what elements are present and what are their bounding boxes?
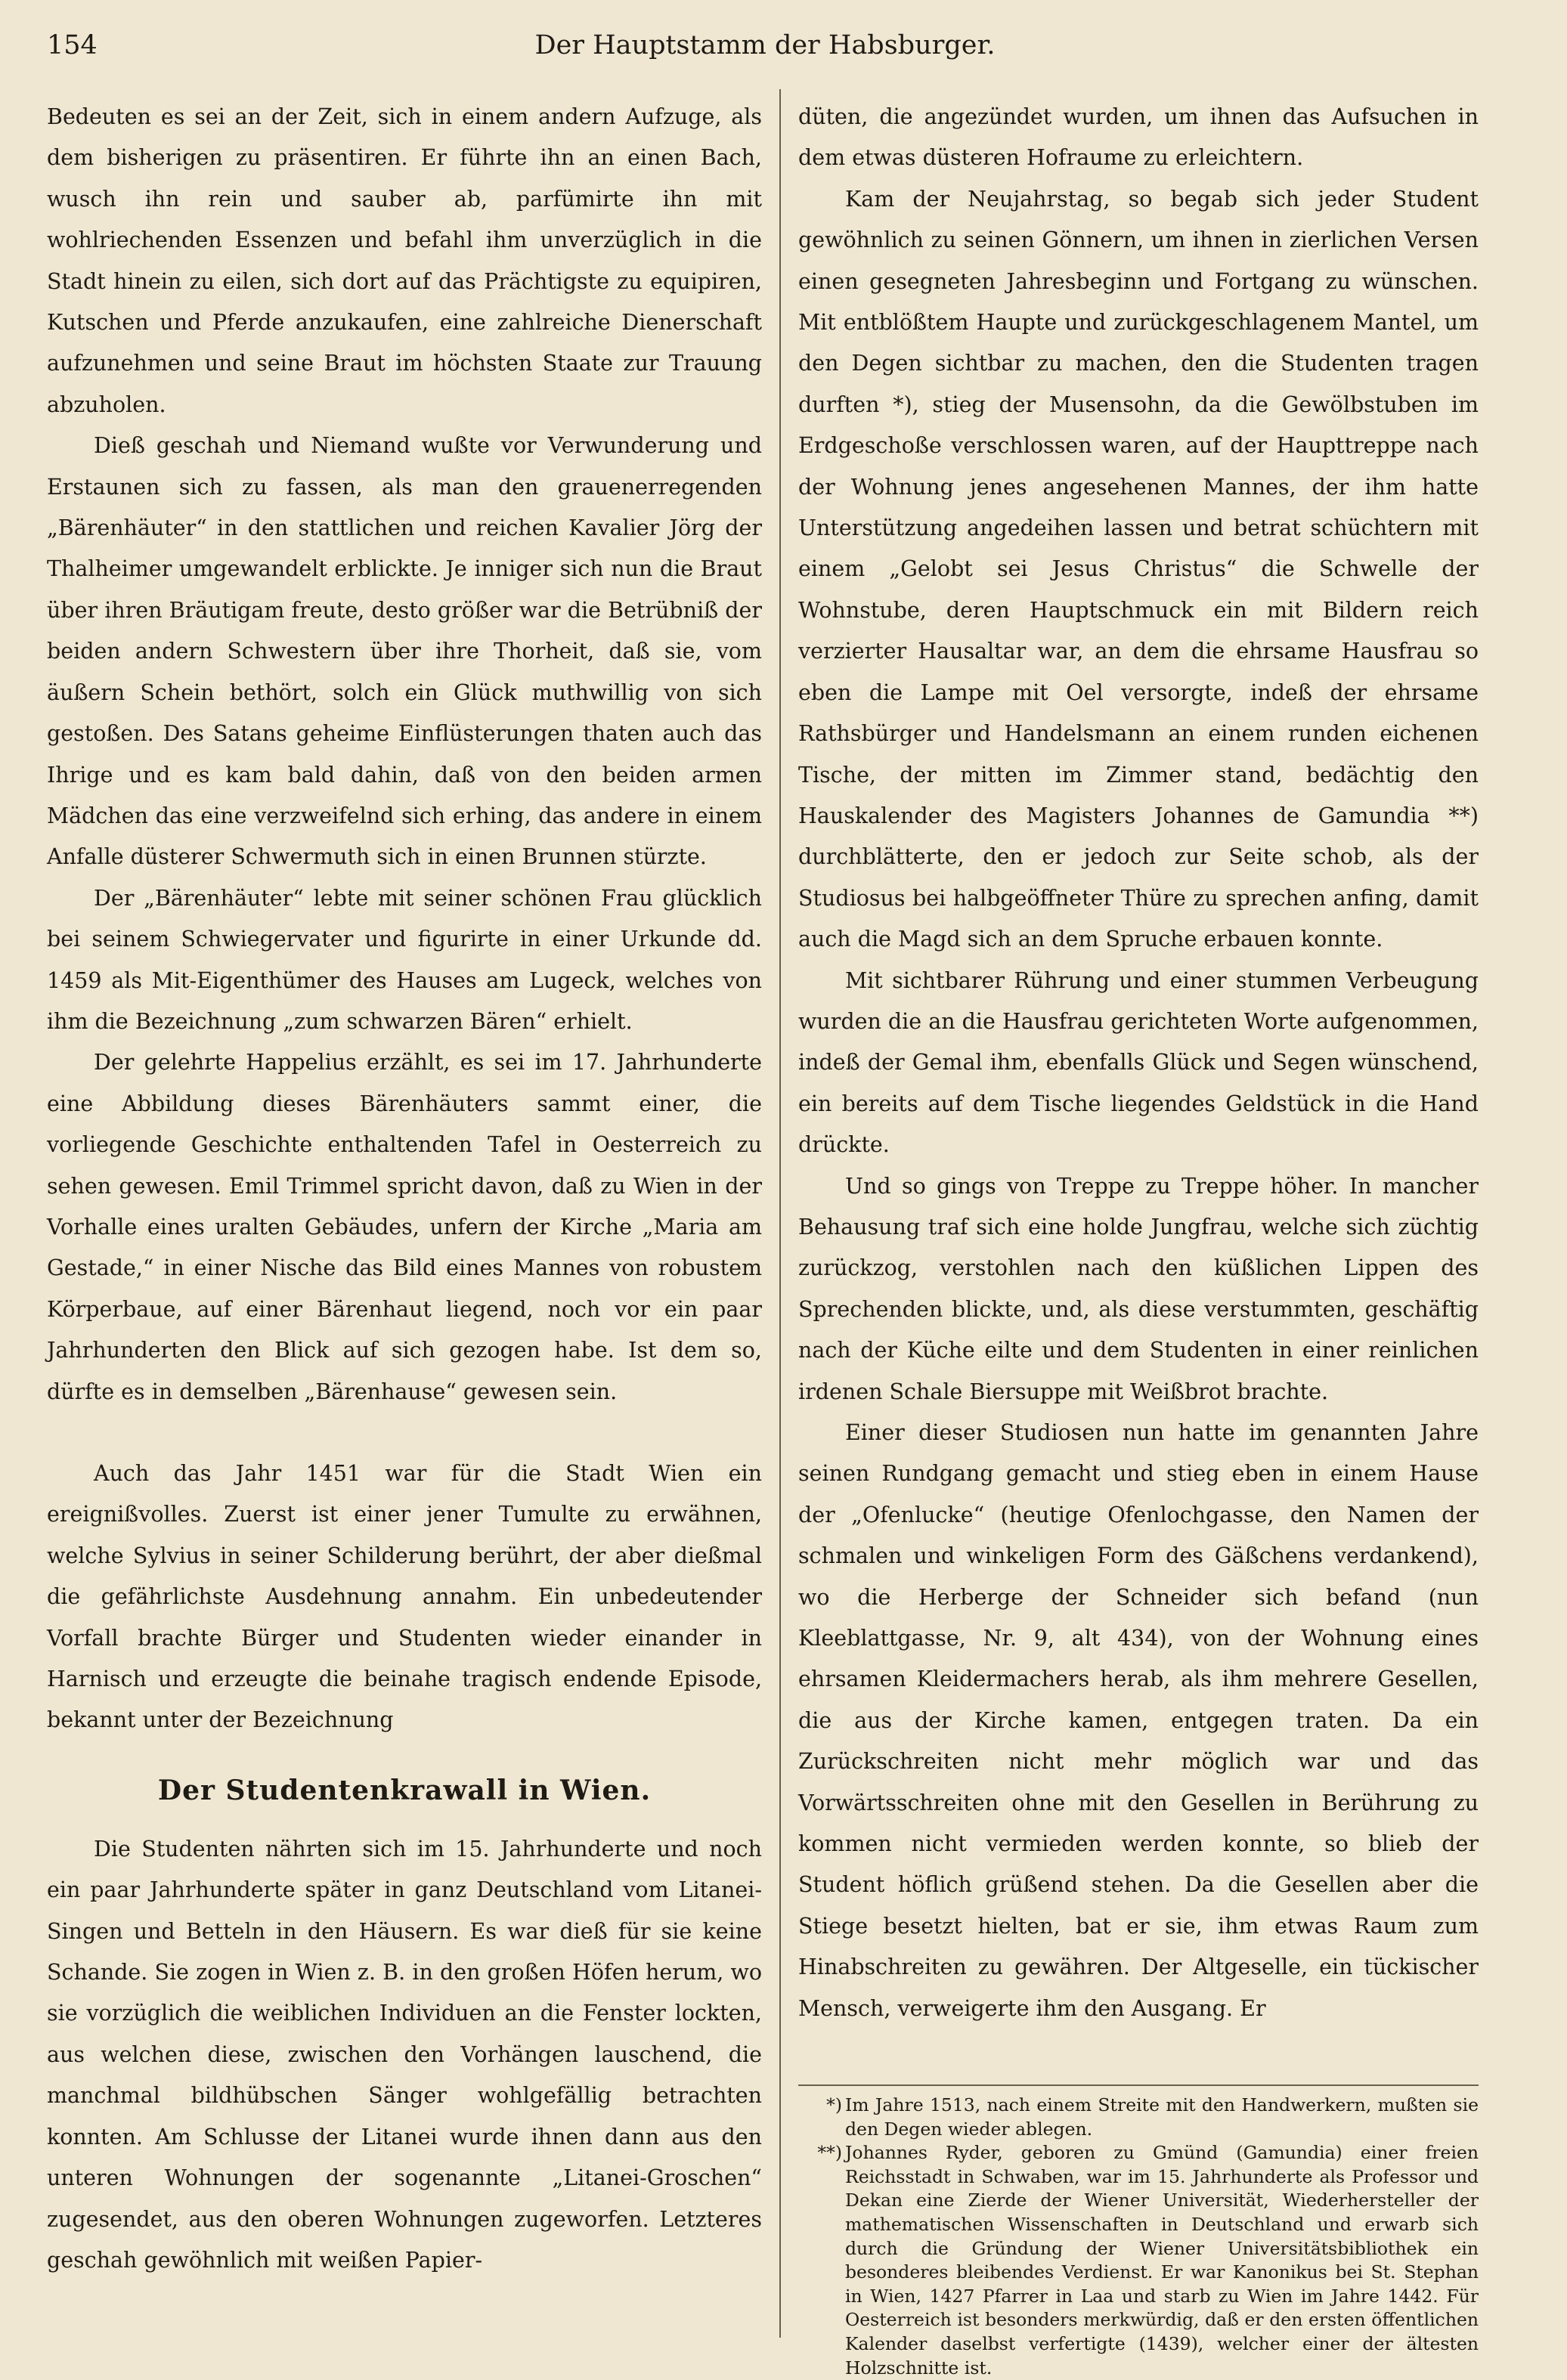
paragraph: Auch das Jahr 1451 war für die Stadt Wien ein ereignißvolles. Zuerst ist einer jener Tumulte zu erwähnen, welche Sylvius in seiner Schilderung berührt, der aber dießmal die gefährlichste Ausdehnung annahm. Ein unbedeutender Vorfall brachte Bürger und Studenten wieder einander in Harnisch und erzeugte die beinahe tragisch endende Episode, bekannt unter der Bezeichnung [47,1461,762,1733]
paragraph: Die Studenten nährten sich im 15. Jahrhunderte und noch ein paar Jahrhunderte später in ganz Deutschland vom Litanei-Singen und Betteln in den Häusern. Es war dieß für sie keine Schande. Sie zogen in Wien z. B. in den großen Höfen herum, wo sie vorzüglich die weiblichen Individuen an die Fenster lockten, aus welchen diese, zwischen den Vorhängen lauschend, die manchmal bildhübschen Sänger wohlgefällig betrachten konnten. Am Schlusse der Litanei wurde ihnen dann aus den unteren Wohnungen der sogenannte „Litanei-Groschen“ zugesendet, aus den oberen Wohnungen zugeworfen. Letzteres geschah gewöhnlich mit weißen Papier- [47,1836,762,2273]
footnote-mark: **) [817,2142,842,2164]
footnote-text: Johannes Ryder, geboren zu Gmünd (Gamundia) einer freien Reichsstadt in Schwaben, war im 15. Jahrhunderte als Professor und Dekan eine Zierde der Wiener Universität, Wiederhersteller der mathematischen Wissenschaften in Deutschland und erwarb sich durch die Gründung der Wiener Universitätsbibliothek ein besonderes bleibendes Verdienst. Er war Kanonikus bei St. Stephan in Wien, 1427 Pfarrer in Laa und starb zu Wien im Jahre 1442. Für Oesterreich ist besonders merkwürdig, daß er den ersten öffentlichen Kalender daselbst verfertigte (1439), welcher einer der ältesten Holzschnitte ist. [845,2142,1479,2378]
paragraph: Kam der Neujahrstag, so begab sich jeder Student gewöhnlich zu seinen Gönnern, um ihnen in zierlichen Versen einen gesegneten Jahresbeginn und Fortgang zu wünschen. Mit entblößtem Haupte und zurückgeschlagenem Mantel, um den Degen sichtbar zu machen, den die Studenten tragen durften *), stieg der Musensohn, da die Gewölbstuben im Erdgeschoße verschlossen waren, auf der Haupttreppe nach der Wohnung jenes angesehenen Mannes, der ihm hatte Unterstützung angedeihen lassen und betrat schüchtern mit einem „Gelobt sei Jesus Christus“ die Schwelle der Wohnstube, deren Hauptschmuck ein mit Bildern reich verzierter Hausaltar war, an dem die ehrsame Hausfrau so eben die Lampe mit Oel versorgte, indeß der ehrsame Rathsbürger und Handelsmann an einem runden eichenen Tische, der mitten im Zimmer stand, bedächtig den Hauskalender des Magisters Johannes de Gamundia **) durchblätterte, den er jedoch zur Seite schob, als der Studiosus bei halbgeöffneter Thüre zu sprechen anfing, damit auch die Magd sich an dem Spruche erbauen konnte. [798,186,1479,952]
footnote-text: Im Jahre 1513, nach einem Streite mit den Handwerkern, mußten sie den Degen wieder ablegen. [845,2094,1479,2140]
right-column [798,97,1479,2029]
left-column [47,97,762,2281]
paragraph: Der „Bärenhäuter“ lebte mit seiner schönen Frau glücklich bei seinem Schwiegervater und figurirte in einer Urkunde dd. 1459 als Mit-Eigenthümer des Hauses am Lugeck, welches von ihm die Bezeichnung „zum schwarzen Bären“ erhielt. [47,885,762,1034]
footnotes [798,2094,1479,2380]
paragraph: Mit sichtbarer Rührung und einer stummen Verbeugung wurden die an die Hausfrau gerichteten Worte aufgenommen, indeß der Gemal ihm, ebenfalls Glück und Segen wünschend, ein bereits auf dem Tische liegendes Geldstück in die Hand drückte. [798,967,1479,1158]
paragraph: Bedeuten es sei an der Zeit, sich in einem andern Aufzuge, als dem bisherigen zu präsentiren. Er führte ihn an einen Bach, wusch ihn rein und sauber ab, parfümirte ihn mit wohlriechenden Essenzen und befahl ihm unverzüglich in die Stadt hinein zu eilen, sich dort auf das Prächtigste zu equipiren, Kutschen und Pferde anzukaufen, eine zahlreiche Dienerschaft aufzunehmen und seine Braut im höchsten Staate zur Trauung abzuholen. [47,104,762,417]
paragraph: Der gelehrte Happelius erzählt, es sei im 17. Jahrhunderte eine Abbildung dieses Bärenhäuters sammt einer, die vorliegende Geschichte enthaltenden Tafel in Oesterreich zu sehen gewesen. Emil Trimmel spricht davon, daß zu Wien in der Vorhalle eines uralten Gebäudes, unfern der Kirche „Maria am Gestade,“ in einer Nische das Bild eines Mannes von robustem Körperbaue, auf einer Bärenhaut liegend, noch vor ein paar Jahrhunderten den Blick auf sich gezogen habe. Ist dem so, dürfte es in demselben „Bärenhause“ gewesen sein. [47,1050,762,1404]
footnote-rule [798,2084,1479,2086]
paragraph: Einer dieser Studiosen nun hatte im genannten Jahre seinen Rundgang gemacht und stieg eben in einem Hause der „Ofenlucke“ (heutige Ofenlochgasse, den Namen der schmalen und winkeligen Form des Gäßchens verdankend), wo die Herberge der Schneider sich befand (nun Kleeblattgasse, Nr. 9, alt 434), von der Wohnung eines ehrsamen Kleidermachers herab, als ihm mehrere Gesellen, die aus der Kirche kamen, entgegen traten. Da ein Zurückschreiten nicht mehr möglich war und das Vorwärtsschreiten ohne mit den Gesellen in Berührung zu kommen nicht vermieden werden konnte, so blieb der Student höflich grüßend stehen. Da die Gesellen aber die Stiege besetzt hielten, bat er sie, ihm etwas Raum zum Hinabschreiten zu gewähren. Der Altgeselle, ein tückischer Mensch, verweigerte ihm den Ausgang. Er [798,1420,1479,2021]
footnote [798,2141,1479,2380]
paragraph: Dieß geschah und Niemand wußte vor Verwunderung und Erstaunen sich zu fassen, als man den grauenerregenden „Bärenhäuter“ in den stattlichen und reichen Kavalier Jörg der Thalheimer umgewandelt erblickte. Je inniger sich nun die Braut über ihren Bräutigam freute, desto größer war die Betrübniß der beiden andern Schwestern über ihre Thorheit, daß sie, vom äußern Schein bethört, solch ein Glück muthwillig von sich gestoßen. Des Satans geheime Einflüsterungen thaten auch das Ihrige und es kam bald dahin, daß von den beiden armen Mädchen das eine verzweifelnd sich erhing, das andere in einem Anfalle düsterer Schwermuth sich in einen Brunnen stürzte. [47,433,762,870]
running-title: Der Hauptstamm der Habsburger. [534,30,996,60]
section-heading: Der Studentenkrawall in Wien. [157,1774,652,1806]
footnote-mark: *) [826,2094,842,2115]
column-divider [779,89,781,2338]
paragraph: Und so gings von Treppe zu Treppe höher. In mancher Behausung traf sich eine holde Jungfrau, welche sich züchtig zurückzog, verstohlen nach den küßlichen Lippen des Sprechenden blickte, und, als diese verstummten, geschäftig nach der Küche eilte und dem Studenten in einer reinlichen irdenen Schale Biersuppe mit Weißbrot brachte. [798,1173,1479,1404]
paragraph: düten, die angezündet wurden, um ihnen das Aufsuchen in dem etwas düsteren Hofraume zu erleichtern. [798,104,1479,171]
footnote [798,2094,1479,2141]
page-number: 154 [47,30,98,60]
page-header [47,26,1483,71]
